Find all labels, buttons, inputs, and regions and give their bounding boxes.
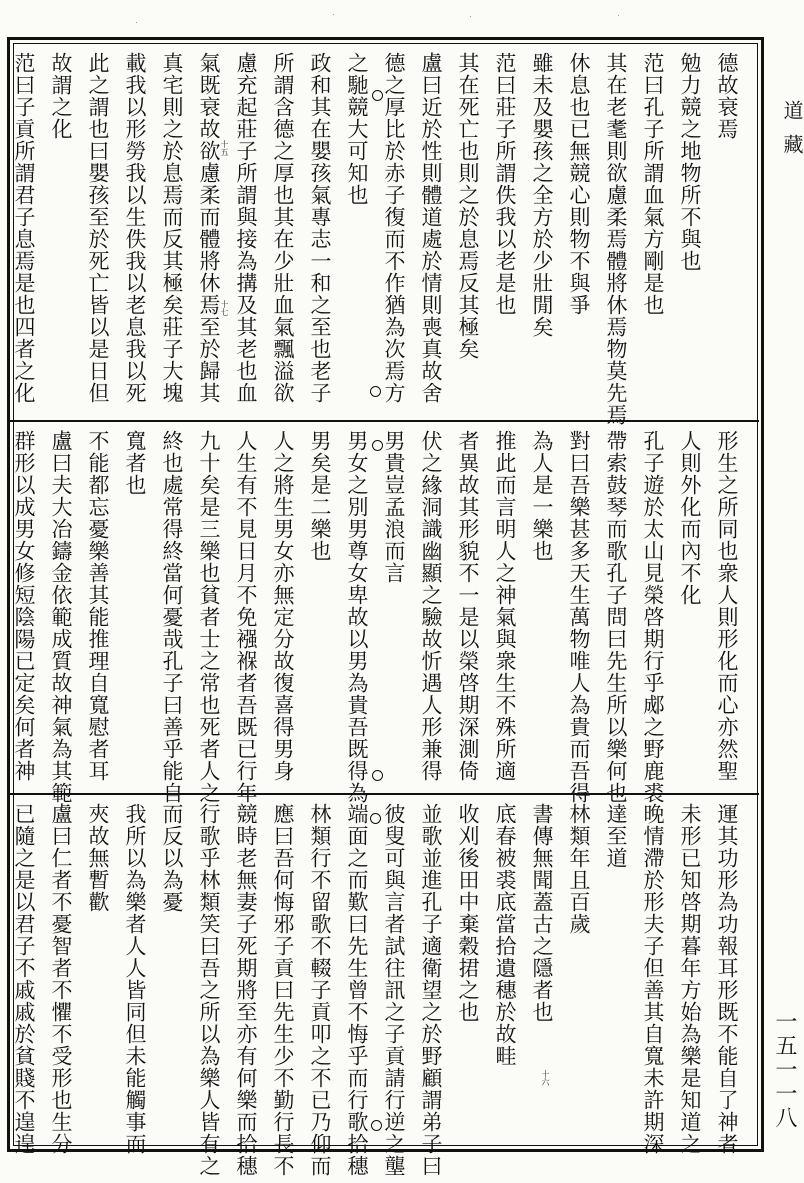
text-column: 未形已知啓期暮年方始為樂是知道之 [678, 803, 702, 1155]
text-column: 寬者也 [123, 430, 147, 496]
text-column: 行歌乎林類笑曰吾之所以為樂人皆有之 [197, 803, 221, 1177]
text-column: 九十矣是三樂也貧者士之常也死者人之 [197, 430, 221, 804]
text-column: 男貴豈孟浪而言 [382, 430, 406, 584]
text-column: 之馳競大可知也 [345, 52, 369, 206]
text-column: 故謂之化 [49, 52, 73, 140]
text-column: 人之將生男女亦無定分故復喜得男身 [271, 430, 295, 782]
text-column: 群形以成男女修短陰陽已定矣何者神 [12, 430, 36, 782]
text-column: 人則外化而內不化 [678, 430, 702, 606]
text-column: 書傳無聞蓋古之隱者也 [530, 803, 554, 1023]
panel-divider-upper [7, 420, 759, 422]
text-column: 競時老無妻子死期將至亦有何樂而拾穗 [234, 803, 258, 1177]
text-column: 盧曰夫大冶鑄金依範成質故神氣為其範 [49, 430, 73, 804]
text-column: 范曰孔子所謂血氣方剛是也 [641, 52, 665, 316]
text-column: 慮充起莊子所謂與接為搆及其老也血 [234, 52, 258, 404]
circle-mark [372, 90, 383, 101]
page-number: 一五一一八 [772, 1010, 797, 1130]
text-column: 並歌並進孔子適衛望之於野顧謂弟子曰 [419, 803, 443, 1177]
text-column: 伏之緣洞識幽顯之驗故忻遇人形兼得 [419, 430, 443, 782]
circle-mark [370, 386, 381, 397]
circle-mark [372, 440, 383, 451]
fold-mark: 十六 [541, 1070, 550, 1086]
text-column: 政和其在嬰孩氣專志一和之至也老子 [308, 52, 332, 404]
text-column: 終也處常得終當何憂哉孔子曰善乎能自 [160, 430, 184, 804]
text-column: 夾故無暫歡 [86, 803, 110, 913]
text-column: 所謂含德之厚也其在少壯血氣飄溢欲 [271, 52, 295, 404]
text-column: 德故衰焉 [715, 52, 739, 140]
text-column: 范曰子貢所謂君子息焉是也四者之化 [12, 52, 36, 404]
text-column: 形生之所同也衆人則形化而心亦然聖 [715, 430, 739, 782]
text-column: 林類行不留歌不輟子貢叩之不已乃仰而 [308, 803, 332, 1177]
text-column: 者異故其形貌不一是以榮啓期深測倚 [456, 430, 480, 782]
text-column: 不能都忘憂樂善其能推理自寬慰者耳 [86, 430, 110, 782]
text-column: 范曰莊子所謂佚我以老是也 [493, 52, 517, 316]
text-panel-middle [12, 430, 758, 804]
text-column: 林類年且百歲 [567, 803, 591, 935]
text-column: 推此而言明人之神氣與衆生不殊所適 [493, 430, 517, 782]
text-column: 運其功形為功報耳形既不能自了神者 [715, 803, 739, 1155]
text-column: 達至道 [604, 803, 628, 869]
text-column: 其在老耄則欲慮柔焉體將休焉物莫先焉 [604, 52, 628, 426]
text-column: 氣既衰故欲慮柔而體將休焉至於歸其 [197, 52, 221, 404]
text-column: 休息也已無競心則物不與爭 [567, 52, 591, 316]
circle-mark [372, 770, 383, 781]
book-title-char: 道 [780, 100, 804, 134]
text-column: 彼叟可與言者試往訊之子貢請行逆之壟 [382, 803, 406, 1177]
circle-mark [370, 813, 381, 824]
text-column: 端面之而歎曰先生曾不悔乎而行歌拾穗 [345, 803, 369, 1177]
text-column: 我所以為樂者人人皆同但未能觸事而 [123, 803, 147, 1155]
text-column: 勉力競之地物所不與也 [678, 52, 702, 272]
text-column: 雖未及嬰孩之全方於少壯閒矣 [530, 52, 554, 338]
text-column: 男女之別男尊女卑故以男為貴吾既得為 [345, 430, 369, 804]
text-panel-upper [12, 52, 758, 426]
text-column: 已隨之是以君子不戚戚於貧賤不遑遑 [12, 803, 36, 1155]
text-column: 對曰吾樂甚多天生萬物唯人為貴而吾得 [567, 430, 591, 804]
text-column: 應曰吾何悔邪子貢曰先生少不勤行長不 [271, 803, 295, 1177]
text-column: 晚情滯於形夫子但善其自寬未許期深 [641, 803, 665, 1155]
text-column: 收刈後田中棄穀捃之也 [456, 803, 480, 1023]
text-column: 男矣是二樂也 [308, 430, 332, 562]
text-column: 孔子遊於太山見榮啓期行乎郕之野鹿裘 [641, 430, 665, 804]
text-column: 而反以為憂 [160, 803, 184, 913]
circle-mark [371, 1120, 382, 1131]
fold-mark: 十七 [220, 300, 229, 316]
text-column: 盧曰仁者不憂智者不懼不受形也生分 [49, 803, 73, 1155]
text-column: 載我以形勞我以生佚我以老息我以死 [123, 52, 147, 404]
book-title-char: 藏 [780, 134, 804, 168]
text-column: 德之厚比於赤子復而不作猶為次焉方 [382, 52, 406, 404]
text-column: 底春被裘底當拾遺穗於故畦 [493, 803, 517, 1067]
text-column: 此之謂也曰嬰孩至於死亡皆以是日但 [86, 52, 110, 404]
fold-mark: 十五 [220, 140, 229, 156]
text-column: 盧曰近於性則體道處於情則喪真故舍 [419, 52, 443, 404]
book-title-label [780, 100, 804, 168]
text-column: 為人是一樂也 [530, 430, 554, 562]
text-column: 人生有不見日月不免襁褓者吾既已行年 [234, 430, 258, 804]
text-column: 帶索鼓琴而歌孔子問曰先生所以樂何也 [604, 430, 628, 804]
text-column: 其在死亡也則之於息焉反其極矣 [456, 52, 480, 360]
text-panel-lower [12, 803, 758, 1177]
text-column: 真宅則之於息焉而反其極矣莊子大塊 [160, 52, 184, 404]
